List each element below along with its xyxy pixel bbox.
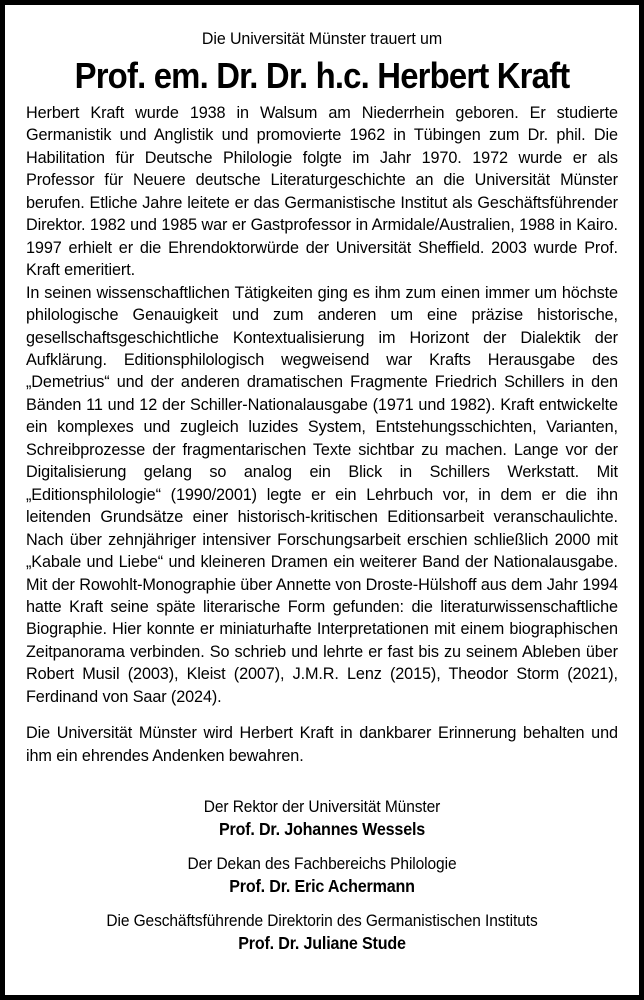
mourning-intro-line: Die Universität Münster trauert um <box>201 29 443 48</box>
deceased-name-heading: Prof. em. Dr. Dr. h.c. Herbert Kraft <box>74 55 570 96</box>
signature-group-rector <box>26 797 618 841</box>
signature-role: Der Dekan des Fachbereichs Philologie <box>187 855 457 874</box>
signature-person: Prof. Dr. Johannes Wessels <box>218 819 426 840</box>
obituary-paragraph-scholarship: In seinen wissenschaftlichen Tätigkeiten ging es ihm zum einen immer um höchste philologische Genauigkeit und zum anderen um eine präzise historische, gesellschaftsgeschichtliche Kontextualisierung im Horizont der Dialektik der Aufklärung. Editionsphilologisch wegweisend war Krafts Herausgabe des „Demetrius“ und der anderen dramatischen Fragmente Friedrich Schillers in den Bänden 11 und 12 der Schiller-Nationalausgabe (1971 und 1982). Kraft entwickelte ein komplexes und zugleich luzides System, Entstehungsschichten, Varianten, Schreibprozesse der fragmentarischen Texte sichtbar zu machen. Lange vor der Digitalisierung gelang so analog ein Blick in Schillers Werkstatt. Mit „Editionsphilologie“ (1990/2001) legte er ein Lehrbuch vor, in dem er die ihn leitenden Grundsätze einer historisch-kritischen Editionsarbeit veranschaulichte. Nach über zehnjähriger intensiver Forschungsarbeit erschien schließlich 2000 mit „Kabale und Liebe“ und kleineren Dramen ein weiterer Band der Nationalausgabe. Mit der Rowohlt-Monographie über Annette von Droste-Hülshoff aus dem Jahr 1994 hatte Kraft seine späte literarische Form gefunden: die literaturwissenschaftliche Biographie. Hier konnte er miniaturhafte Interpretationen mit einem biographischen Zeitpanorama verbinden. So schrieb und lehrte er fast bis zu seinem Ableben über Robert Musil (2003), Kleist (2007), J.M.R. Lenz (2015), Theodor Storm (2021), Ferdinand von Saar (2024). <box>26 282 618 706</box>
obituary-paragraph-biography: Herbert Kraft wurde 1938 in Walsum am Niederrhein geboren. Er studierte Germanistik und Anglistik und promovierte 1962 in Tübingen zum Dr. phil. Die Habilitation für Deutsche Philologie folgte im Jahr 1970. 1972 wurde er als Professor für Neuere deutsche Literaturgeschichte an die Universität Münster berufen. Etliche Jahre leitete er das Germanistische Institut als Geschäftsführender Direktor. 1982 und 1985 war er Gastprofessor in Armidale/Australien, 1988 in Kairo. 1997 erhielt er die Ehrendoktorwürde der Universität Sheffield. 2003 wurde Prof. Kraft emeritiert. <box>26 103 618 280</box>
signature-role: Die Geschäftsführende Direktorin des Germanistischen Instituts <box>106 912 538 931</box>
signature-group-managing-director <box>26 911 618 955</box>
signature-role: Der Rektor der Universität Münster <box>203 798 441 817</box>
signature-person: Prof. Dr. Eric Achermann <box>229 876 415 897</box>
signature-group-dean <box>26 854 618 898</box>
signature-person: Prof. Dr. Juliane Stude <box>238 933 406 954</box>
obituary-paragraph-closing: Die Universität Münster wird Herbert Kraft in dankbarer Erinnerung behalten und ihm ein ehrendes Andenken bewahren. <box>26 723 618 765</box>
signature-block <box>26 797 618 955</box>
obituary-body <box>26 102 618 767</box>
